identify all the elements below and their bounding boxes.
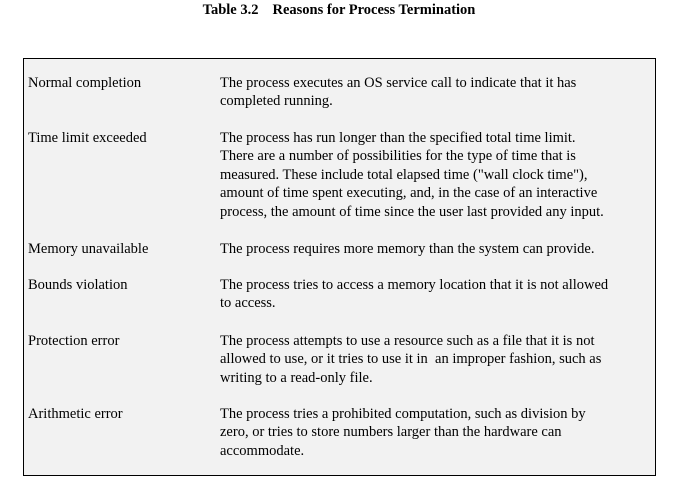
- description-line: zero, or tries to store numbers larger than the hardware can: [220, 424, 562, 441]
- description-line: There are a number of possibilities for the type of time that is: [220, 148, 576, 165]
- description-line: The process executes an OS service call to indicate that it has: [220, 75, 577, 91]
- termination-reasons-table: [23, 58, 656, 476]
- description-line: The process has run longer than the specified total time limit.: [220, 130, 576, 146]
- description-line: The process tries a prohibited computation, such as division by: [220, 406, 586, 422]
- reason-description: [220, 129, 652, 221]
- table-caption: [0, 1, 678, 19]
- table-title: Reasons for Process Termination: [272, 2, 476, 18]
- reason-description: [220, 74, 652, 111]
- description-line: accommodate.: [220, 442, 305, 459]
- description-line: The process requires more memory than the system can provide.: [220, 241, 595, 257]
- reason-description: [220, 240, 652, 258]
- description-line: writing to a read-only file.: [220, 369, 373, 386]
- reason-term: Memory unavailable: [28, 241, 149, 257]
- reason-term: Protection error: [28, 333, 120, 349]
- description-line: allowed to use, or it tries to use it in an improper fashion, such as: [220, 351, 602, 368]
- reason-term: Time limit exceeded: [28, 130, 147, 146]
- description-line: process, the amount of time since the user last provided any input.: [220, 203, 604, 220]
- description-line: amount of time spent executing, and, in the case of an interactive: [220, 185, 598, 202]
- description-line: completed running.: [220, 93, 333, 110]
- description-line: measured. These include total elapsed time ("wall clock time"),: [220, 166, 588, 183]
- reason-term: Arithmetic error: [28, 406, 123, 422]
- description-line: to access.: [220, 295, 276, 312]
- reason-term: Normal completion: [28, 75, 142, 91]
- table-number: Table 3.2: [202, 2, 259, 18]
- reason-description: [220, 332, 652, 387]
- description-line: The process tries to access a memory location that it is not allowed: [220, 277, 609, 293]
- reason-term: Bounds violation: [28, 277, 128, 293]
- reason-description: [220, 276, 652, 313]
- description-line: The process attempts to use a resource such as a file that it is not: [220, 333, 595, 349]
- reason-description: [220, 405, 652, 460]
